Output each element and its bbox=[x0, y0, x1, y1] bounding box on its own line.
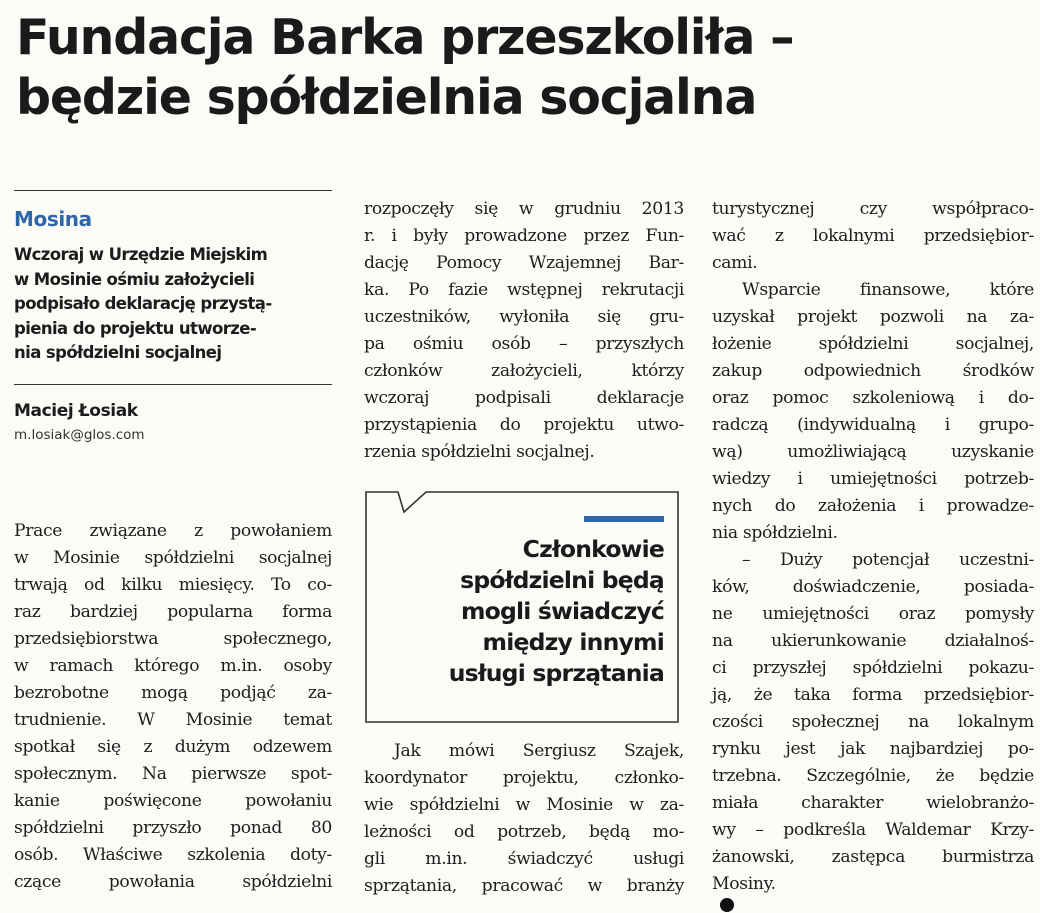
text-line: żanowski, zastępca burmistrza bbox=[712, 847, 1034, 867]
text-line: trudnienie. W Mosinie temat bbox=[14, 710, 332, 730]
headline bbox=[16, 8, 1026, 128]
text-line: radczą (indywidualną i grupo- bbox=[712, 415, 1034, 435]
top-rule bbox=[14, 190, 332, 191]
author-name: Maciej Łosiak bbox=[14, 400, 138, 421]
text-line: ne umiejętności oraz pomysły bbox=[712, 604, 1034, 624]
headline-line: Fundacja Barka przeszkoliła – bbox=[16, 9, 794, 66]
text-line: r. i były prowadzone przez Fun- bbox=[364, 226, 684, 246]
text-line: sprzątania, pracować w branży bbox=[364, 876, 684, 896]
lead-line: pienia do projektu utworze- bbox=[14, 318, 257, 338]
pull-quote-line: usługi sprzątania bbox=[448, 659, 664, 687]
pull-quote-line: spółdzielni będą bbox=[460, 566, 664, 594]
section-label: Mosina bbox=[14, 207, 92, 231]
text-line: osób. Właściwe szkolenia doty- bbox=[14, 845, 332, 865]
pull-quote-line: Członkowie bbox=[522, 535, 664, 563]
text-line: czości społecznej na lokalnym bbox=[712, 712, 1034, 732]
final-text: Mosiny. bbox=[712, 874, 776, 894]
lead-line: w Mosinie ośmiu założycieli bbox=[14, 269, 255, 289]
text-line: koordynator projektu, członko- bbox=[364, 768, 684, 788]
pull-quote-line: między innymi bbox=[482, 628, 664, 656]
text-line: rynku jest jak najbardziej po- bbox=[712, 739, 1034, 759]
text-line: kanie poświęcone powołaniu bbox=[14, 791, 332, 811]
text-line: ci przyszłej spółdzielni pokazu- bbox=[712, 658, 1034, 678]
body-column-1 bbox=[14, 518, 332, 896]
text-line: przystąpienia do projektu utwo- bbox=[364, 415, 684, 435]
text-line: wiedzy i umiejętności potrzeb- bbox=[712, 469, 1034, 489]
text-line: bezrobotne mogą podjąć za- bbox=[14, 683, 332, 703]
text-line: rozpoczęły się w grudniu 2013 bbox=[364, 199, 684, 219]
text-line: uzyskał projekt pozwoli na za- bbox=[712, 307, 1034, 327]
text-line: uczestników, wyłoniła się gru- bbox=[364, 307, 684, 327]
text-line: wczoraj podpisali deklaracje bbox=[364, 388, 684, 408]
text-line: nych do założenia i prowadze- bbox=[712, 496, 1034, 516]
text-line: członków założycieli, którzy bbox=[364, 361, 684, 381]
text-line: Prace związane z powołaniem bbox=[14, 521, 332, 541]
lead-paragraph bbox=[14, 243, 332, 366]
text-line: w Mosinie spółdzielni socjalnej bbox=[14, 548, 332, 568]
accent-bar bbox=[584, 516, 664, 522]
text-line: czące powołania spółdzielni bbox=[14, 872, 332, 892]
text-line: miała charakter wielobranżo- bbox=[712, 793, 1034, 813]
text-line: wy – podkreśla Waldemar Krzy- bbox=[712, 820, 1034, 840]
text-line: dację Pomocy Wzajemnej Bar- bbox=[364, 253, 684, 273]
text-line: raz bardziej popularna forma bbox=[14, 602, 332, 622]
text-line: trzebna. Szczególnie, że będzie bbox=[712, 766, 1034, 786]
pull-quote-text bbox=[404, 534, 664, 689]
text-line: turystycznej czy współpraco- bbox=[712, 199, 1034, 219]
lead-line: Wczoraj w Urzędzie Miejskim bbox=[14, 245, 268, 264]
text-line: ków, doświadczenie, posiada- bbox=[712, 577, 1034, 597]
text-line: spotkał się z dużym odzewem bbox=[14, 737, 332, 757]
text-line: pa ośmiu osób – przyszłych bbox=[364, 334, 684, 354]
text-line bbox=[712, 871, 1034, 912]
text-line: na ukierunkowanie działalnoś- bbox=[712, 631, 1034, 651]
text-line: przedsiębiorstwa społecznego, bbox=[14, 629, 332, 649]
headline-line: będzie spółdzielnia socjalna bbox=[16, 69, 757, 126]
text-line: wie spółdzielni w Mosinie w za- bbox=[364, 795, 684, 815]
text-line: łożenie spółdzielni socjalnej, bbox=[712, 334, 1034, 354]
text-line: ka. Po fazie wstępnej rekrutacji bbox=[364, 280, 684, 300]
text-line: Jak mówi Sergiusz Szajek, bbox=[394, 741, 684, 761]
text-line: zakup odpowiednich środków bbox=[712, 361, 1034, 381]
pull-quote-line: mogli świadczyć bbox=[460, 597, 664, 625]
pull-quote bbox=[364, 490, 680, 724]
text-line: rzenia spółdzielni socjalnej. bbox=[364, 442, 595, 462]
body-column-3 bbox=[712, 196, 1034, 912]
text-line: spółdzielni przyszło ponad 80 bbox=[14, 818, 332, 838]
author-rule bbox=[14, 384, 332, 385]
text-line: trwają od kilku miesięcy. To co- bbox=[14, 575, 332, 595]
text-line: wać z lokalnymi przedsiębior- bbox=[712, 226, 1034, 246]
article-sidebar bbox=[14, 190, 332, 443]
text-line: Wsparcie finansowe, które bbox=[742, 280, 1034, 300]
body-column-2-continued bbox=[364, 738, 684, 900]
text-line: cami. bbox=[712, 253, 758, 273]
text-line: nia spółdzielni. bbox=[712, 523, 838, 543]
text-line: oraz pomoc szkoleniową i do- bbox=[712, 388, 1034, 408]
text-line: ją, że taka forma przedsiębior- bbox=[712, 685, 1034, 705]
lead-line: nia spółdzielni socjalnej bbox=[14, 343, 222, 362]
text-line: – Duży potencjał uczestni- bbox=[742, 550, 1034, 570]
body-column-2 bbox=[364, 196, 684, 466]
text-line: wą) umożliwiającą uzyskanie bbox=[712, 442, 1034, 462]
end-mark-icon bbox=[720, 898, 734, 912]
text-line: leżności od potrzeb, będą mo- bbox=[364, 822, 684, 842]
lead-line: podpisało deklarację przystą- bbox=[14, 294, 272, 313]
text-line: w ramach którego m.in. osoby bbox=[14, 656, 332, 676]
text-line: gli m.in. świadczyć usługi bbox=[364, 849, 684, 869]
text-line: społecznym. Na pierwsze spot- bbox=[14, 764, 332, 784]
author-email[interactable]: m.losiak@glos.com bbox=[14, 426, 145, 443]
